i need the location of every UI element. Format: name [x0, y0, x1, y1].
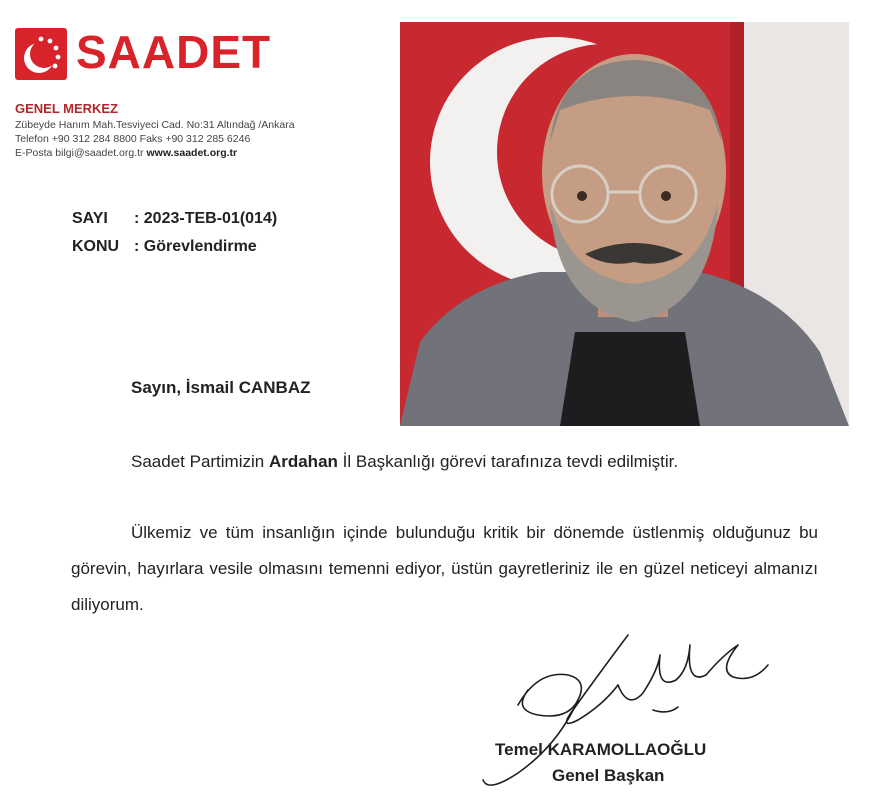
- reference-number-value: : 2023-TEB-01(014): [134, 210, 278, 227]
- logo-wordmark: SAADET: [76, 26, 272, 78]
- reference-number-label: SAYI: [72, 210, 108, 227]
- hq-title: GENEL MERKEZ: [15, 101, 119, 116]
- reference-subject-value: : Görevlendirme: [134, 238, 257, 255]
- signatory-title: Genel Başkan: [552, 766, 665, 785]
- reference-subject-label: KONU: [72, 238, 120, 255]
- party-logo-icon: [15, 28, 67, 80]
- paragraph-1-start: Saadet Partimizin: [131, 452, 269, 471]
- handwritten-signature: [478, 615, 778, 790]
- hq-phone: Telefon +90 312 284 8800 Faks +90 312 285 6246: [15, 133, 251, 145]
- salutation: Sayın, İsmail CANBAZ: [131, 378, 311, 397]
- reference-number: [72, 210, 277, 228]
- paragraph-2: Ülkemiz ve tüm insanlığın içinde bulunduğu kritik bir dönemde üstlenmiş olduğunuz bu görevin, hayırlara vesile olmasını temenni ediyor, üstün gayretleriniz ile en güzel neticeyi almanızı diliyorum.: [71, 523, 818, 614]
- signatory-name: Temel KARAMOLLAOĞLU: [495, 740, 707, 759]
- hq-address: Zübeyde Hanım Mah.Tesviyeci Cad. No:31 Altındağ /Ankara: [15, 119, 295, 131]
- paragraph-1-city: Ardahan: [268, 452, 338, 471]
- portrait-photo: [400, 22, 849, 426]
- paragraph-1: [131, 452, 678, 472]
- paragraph-1-end: İl Başkanlığı görevi tarafınıza tevdi edilmiştir.: [337, 452, 679, 471]
- hq-website-link[interactable]: www.saadet.org.tr: [146, 147, 238, 159]
- hq-email: [15, 146, 237, 160]
- reference-subject: [72, 238, 257, 256]
- hq-email-text: E-Posta bilgi@saadet.org.tr: [15, 147, 144, 159]
